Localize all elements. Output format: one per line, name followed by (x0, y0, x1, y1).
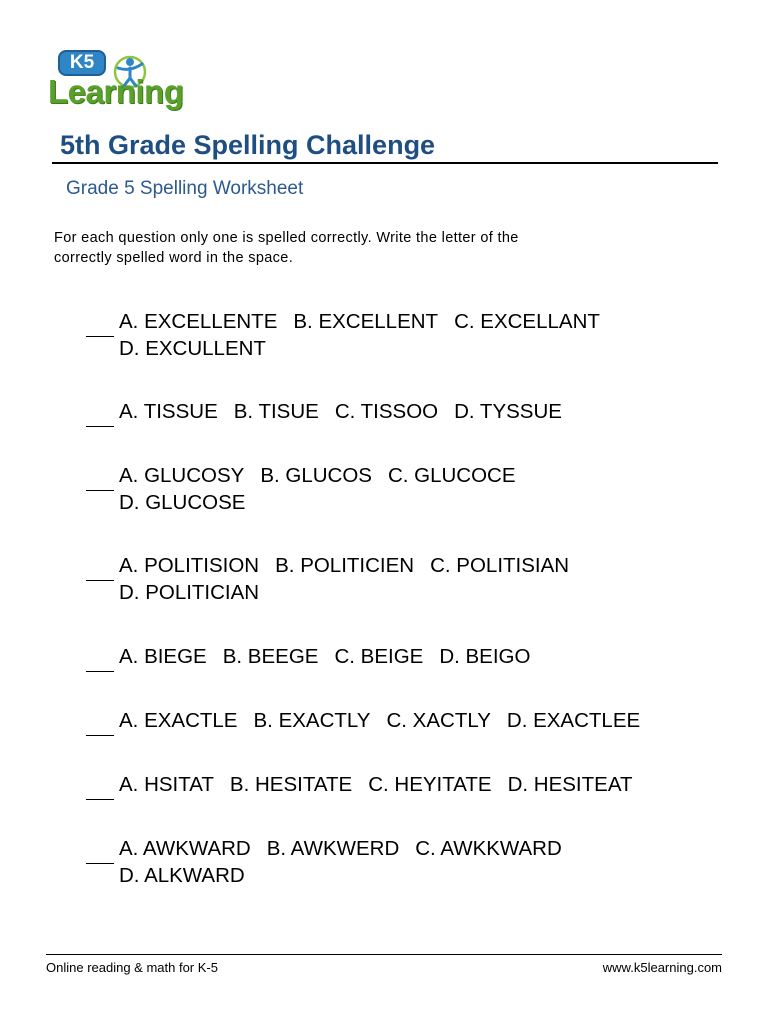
page-subtitle: Grade 5 Spelling Worksheet (66, 178, 304, 199)
footer-website-link[interactable]: www.k5learning.com (602, 960, 722, 975)
answer-blank[interactable] (86, 490, 114, 491)
option-a: A. GLUCOSY (119, 464, 245, 487)
option-c: C. BEIGE (334, 645, 424, 668)
question-options (119, 552, 709, 606)
option-b: B. EXCELLENT (293, 310, 439, 333)
option-d: D. GLUCOSE (119, 491, 246, 514)
option-c: C. XACTLY (386, 709, 491, 732)
question-options (119, 643, 709, 670)
k5-learning-logo (48, 48, 190, 112)
question-options (119, 707, 709, 734)
answer-blank[interactable] (86, 336, 114, 337)
option-a: A. BIEGE (119, 645, 207, 668)
logo-badge: K5 (58, 50, 106, 76)
option-c: C. GLUCOCE (387, 464, 516, 487)
answer-blank[interactable] (86, 863, 114, 864)
footer-divider (46, 954, 722, 955)
option-b: B. AWKWERD (266, 837, 400, 860)
option-c: C. TISSOO (334, 400, 439, 423)
option-b: B. TISUE (233, 400, 319, 423)
answer-blank[interactable] (86, 426, 114, 427)
option-b: B. GLUCOS (260, 464, 372, 487)
instructions (54, 228, 694, 268)
option-b: B. HESITATE (229, 773, 353, 796)
option-b: B. POLITICIEN (275, 554, 415, 577)
option-d: D. TYSSUE (454, 400, 562, 423)
question-options (119, 771, 709, 798)
option-c: C. AWKKWARD (415, 837, 562, 860)
question-options (119, 398, 709, 425)
answer-blank[interactable] (86, 735, 114, 736)
answer-blank[interactable] (86, 580, 114, 581)
option-d: D. EXCULLENT (119, 337, 266, 360)
logo-wordmark: Learning (48, 73, 184, 110)
instructions-line-1: For each question only one is spelled correctly. Write the letter of the (54, 230, 519, 246)
option-a: A. TISSUE (119, 400, 218, 423)
option-b: B. BEEGE (222, 645, 319, 668)
option-a: A. AWKWARD (119, 837, 251, 860)
option-a: A. EXCELLENTE (119, 310, 278, 333)
question-options (119, 308, 709, 362)
instructions-line-2: correctly spelled word in the space. (54, 250, 294, 266)
title-divider (52, 162, 718, 164)
option-a: A. EXACTLE (119, 709, 238, 732)
option-d: D. BEIGO (439, 645, 531, 668)
answer-blank[interactable] (86, 671, 114, 672)
option-c: C. EXCELLANT (454, 310, 600, 333)
footer-tagline: Online reading & math for K-5 (46, 960, 218, 975)
option-d: D. EXACTLEE (506, 709, 641, 732)
option-c: C. HEYITATE (368, 773, 492, 796)
option-c: C. POLITISIAN (430, 554, 570, 577)
option-d: D. POLITICIAN (119, 581, 260, 604)
page-title: 5th Grade Spelling Challenge (60, 130, 436, 160)
option-a: A. HSITAT (119, 773, 214, 796)
option-a: A. POLITISION (119, 554, 260, 577)
question-options (119, 835, 709, 889)
option-b: B. EXACTLY (253, 709, 371, 732)
answer-blank[interactable] (86, 799, 114, 800)
question-options (119, 462, 709, 516)
option-d: D. ALKWARD (119, 864, 245, 887)
option-d: D. HESITEAT (507, 773, 633, 796)
